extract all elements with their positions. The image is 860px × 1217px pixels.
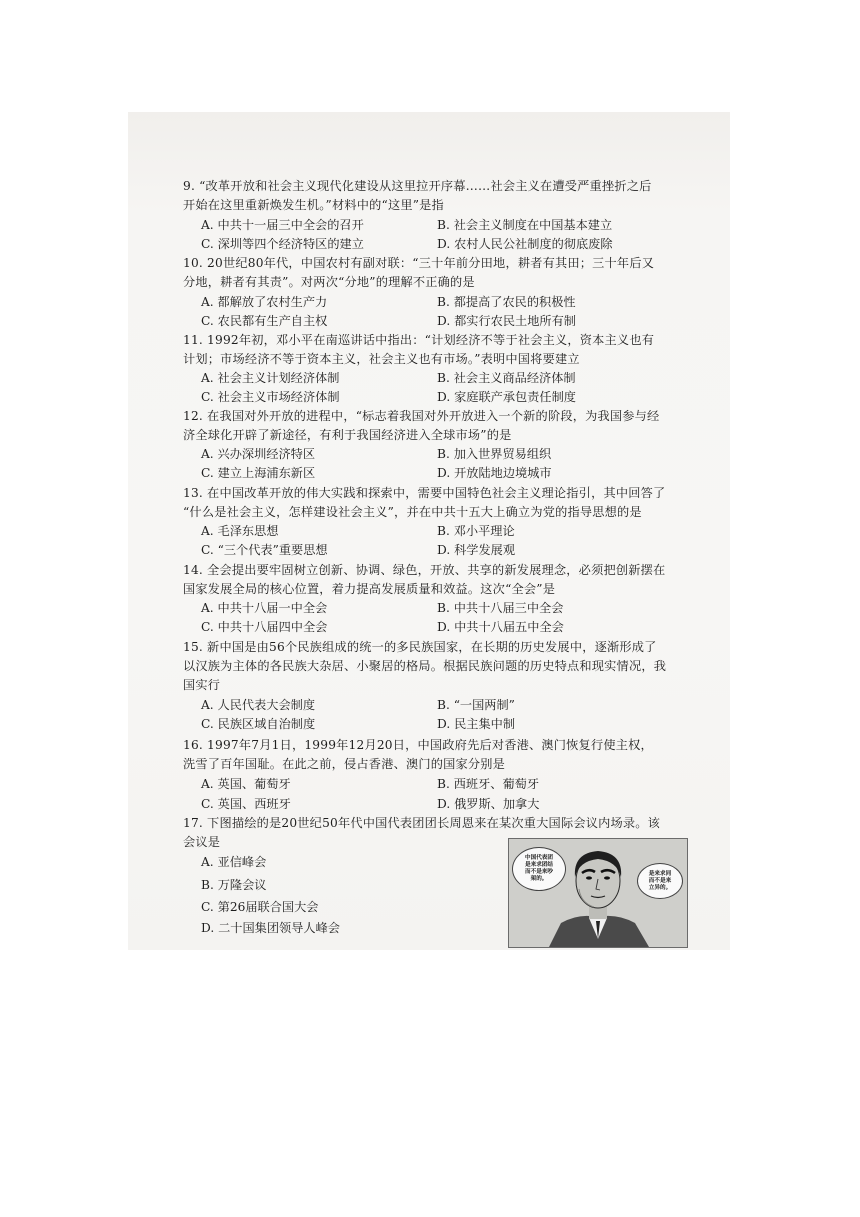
question-17-option-b: B. 万隆会议 (201, 878, 267, 892)
question-9-option-c: C. 深圳等四个经济特区的建立 (201, 237, 364, 251)
question-13-option-b: B. 邓小平理论 (437, 524, 515, 538)
question-14-stem: 国家发展全局的核心位置，着力提高发展质量和效益。这次“全会”是 (183, 582, 556, 596)
question-14-option-d: D. 中共十八届五中全会 (437, 620, 564, 634)
question-17-option-a: A. 亚信峰会 (201, 855, 267, 869)
question-10-option-b: B. 都提高了农民的积极性 (437, 295, 576, 309)
question-16-stem: 16. 1997年7月1日，1999年12月20日，中国政府先后对香港、澳门恢复行使主权， (183, 738, 653, 752)
question-13-option-c: C. “三个代表”重要思想 (201, 543, 328, 557)
question-14-option-b: B. 中共十八届三中全会 (437, 601, 564, 615)
question-15-option-a: A. 人民代表大会制度 (201, 698, 316, 712)
question-15-option-b: B. “一国两制” (437, 698, 515, 712)
question-9-stem: 9. “改革开放和社会主义现代化建设从这里拉开序幕……社会主义在遭受严重挫折之后 (183, 179, 652, 193)
question-14-option-c: C. 中共十八届四中全会 (201, 620, 328, 634)
question-13-stem: 13. 在中国改革开放的伟大实践和探索中，需要中国特色社会主义理论指引，其中回答了 (183, 486, 666, 500)
question-16-option-b: B. 西班牙、葡萄牙 (437, 777, 540, 791)
question-13-option-d: D. 科学发展观 (437, 543, 516, 557)
question-17-stem: 17. 下图描绘的是20世纪50年代中国代表团团长周恩来在某次重大国际会议内场录。该 (183, 816, 661, 830)
question-11-stem: 计划；市场经济不等于资本主义，社会主义也有市场。”表明中国将要建立 (183, 352, 580, 366)
question-12-stem: 12. 在我国对外开放的进程中，“标志着我国对外开放进入一个新的阶段，为我国参与经 (183, 409, 660, 423)
speech-bubble-right: 是来求同 而不是来 立异的。 (637, 863, 683, 899)
question-16-option-a: A. 英国、葡萄牙 (201, 777, 291, 791)
question-11-option-c: C. 社会主义市场经济体制 (201, 390, 340, 404)
question-12-option-c: C. 建立上海浦东新区 (201, 466, 316, 480)
question-11-option-d: D. 家庭联产承包责任制度 (437, 390, 576, 404)
question-16-option-d: D. 俄罗斯、加拿大 (437, 797, 540, 811)
question-10-option-a: A. 都解放了农村生产力 (201, 295, 328, 309)
question-13-option-a: A. 毛泽东思想 (201, 524, 279, 538)
question-10-option-d: D. 都实行农民土地所有制 (437, 314, 576, 328)
question-16-option-c: C. 英国、西班牙 (201, 797, 291, 811)
question-14-option-a: A. 中共十八届一中全会 (201, 601, 328, 615)
question-9-stem: 开始在这里重新焕发生机。”材料中的“这里”是指 (183, 198, 444, 212)
question-9-option-b: B. 社会主义制度在中国基本建立 (437, 218, 613, 232)
question-12-option-a: A. 兴办深圳经济特区 (201, 447, 316, 461)
question-17-option-c: C. 第26届联合国大会 (201, 900, 319, 914)
question-13-stem: “什么是社会主义，怎样建设社会主义”，并在中共十五大上确立为党的指导思想的是 (183, 505, 642, 519)
question-10-stem: 分地，耕者有其责”。对两次“分地”的理解不正确的是 (183, 275, 475, 289)
zhou-enlai-cartoon-image (508, 838, 688, 948)
question-14-stem: 14. 全会提出要牢固树立创新、协调、绿色，开放、共享的新发展理念，必须把创新摆在 (183, 563, 666, 577)
question-10-stem: 10. 20世纪80年代，中国农村有副对联：“三十年前分田地，耕者有其田；三十年后又 (183, 256, 655, 270)
question-9-option-a: A. 中共十一届三中全会的召开 (201, 218, 364, 232)
question-15-option-d: D. 民主集中制 (437, 717, 516, 731)
question-10-option-c: C. 农民都有生产自主权 (201, 314, 328, 328)
question-15-stem: 15. 新中国是由56个民族组成的统一的多民族国家，在长期的历史发展中，逐渐形成了 (183, 640, 657, 654)
speech-bubble-left: 中国代表团 是来求团结 而不是来吵 架的。 (512, 847, 566, 891)
question-15-stem: 国实行 (183, 678, 221, 692)
question-9-option-d: D. 农村人民公社制度的彻底废除 (437, 237, 613, 251)
question-15-option-c: C. 民族区域自治制度 (201, 717, 316, 731)
question-15-stem: 以汉族为主体的各民族大杂居、小聚居的格局。根据民族问题的历史特点和现实情况，我 (183, 659, 667, 673)
question-16-stem: 洗雪了百年国耻。在此之前，侵占香港、澳门的国家分别是 (183, 757, 506, 771)
question-17-stem: 会议是 (183, 835, 221, 849)
question-12-option-d: D. 开放陆地边境城市 (437, 466, 552, 480)
question-11-stem: 11. 1992年初，邓小平在南巡讲话中指出：“计划经济不等于社会主义，资本主义也有 (183, 333, 655, 347)
question-12-option-b: B. 加入世界贸易组织 (437, 447, 552, 461)
question-17-option-d: D. 二十国集团领导人峰会 (201, 921, 340, 935)
question-11-option-b: B. 社会主义商品经济体制 (437, 371, 576, 385)
question-12-stem: 济全球化开辟了新途径，有利于我国经济进入全球市场”的是 (183, 428, 512, 442)
question-11-option-a: A. 社会主义计划经济体制 (201, 371, 340, 385)
